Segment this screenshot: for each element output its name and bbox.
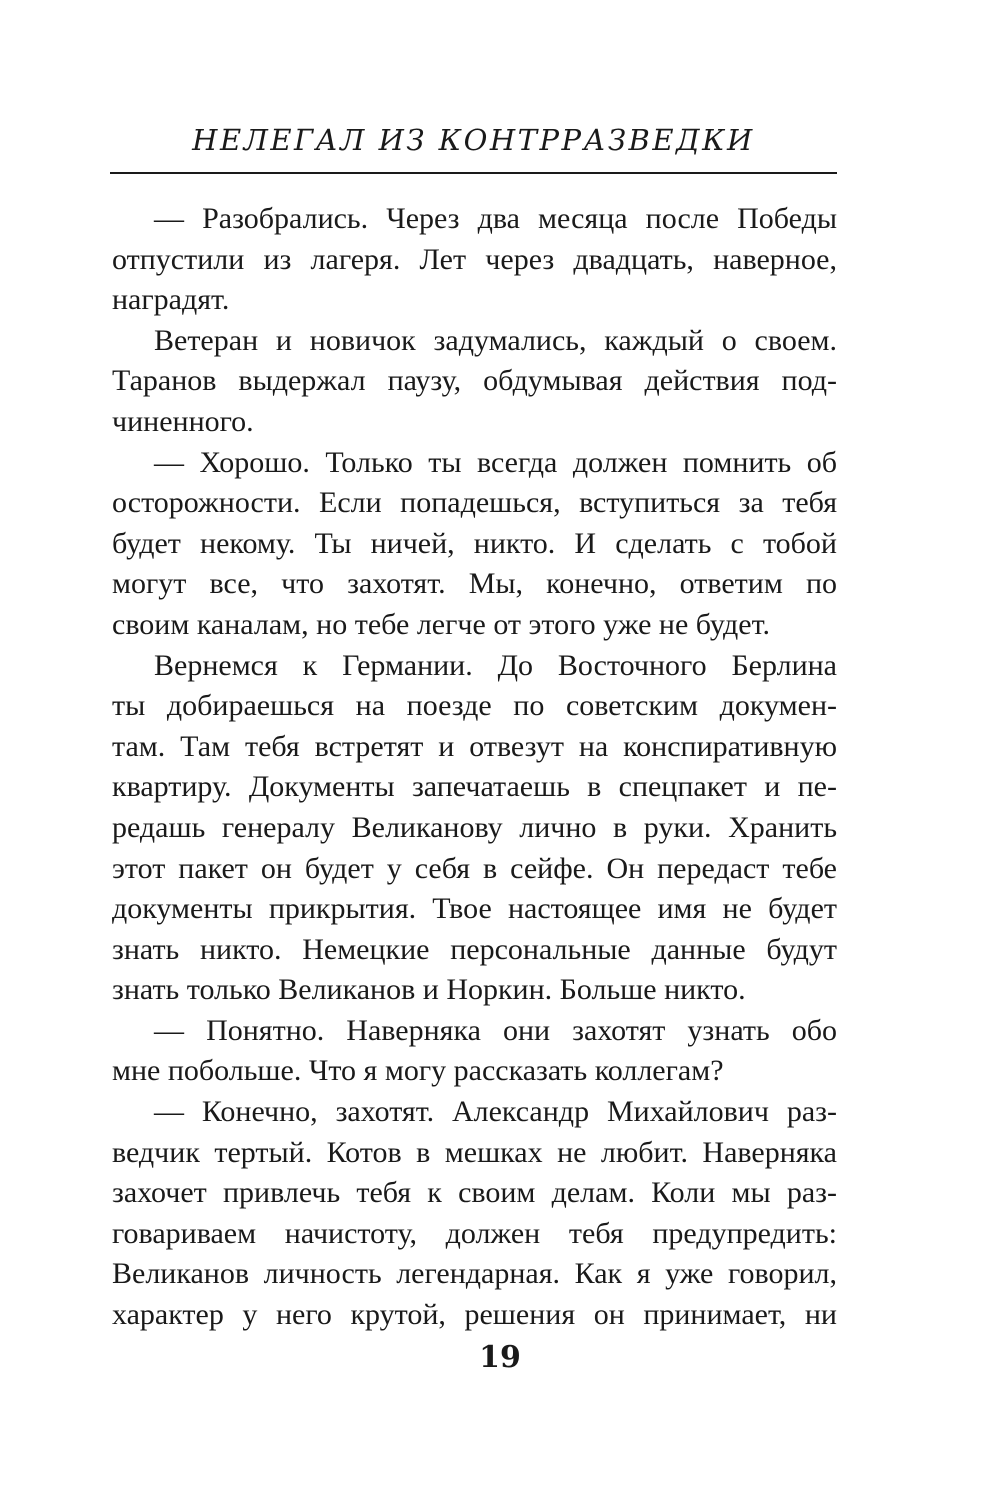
text-line: мне побольше. Что я могу рассказать коллегам? (112, 1054, 724, 1088)
text-line: говариваем начистоту, должен тебя предупредить: (112, 1216, 837, 1250)
running-header-title: НЕЛЕГАЛ ИЗ КОНТРРАЗВЕДКИ (192, 123, 755, 157)
text-line: — Хорошо. Только ты всегда должен помнить об (154, 445, 837, 479)
text-line: Таранов выдержал паузу, обдумывая действия под- (112, 364, 837, 398)
text-line: — Разобрались. Через два месяца после Победы (154, 202, 837, 235)
text-line: захочет привлечь тебя к своим делам. Коли мы раз- (112, 1176, 837, 1210)
text-line: ты добираешься на поезде по советским докумен- (112, 689, 837, 723)
text-line: чиненного. (112, 404, 254, 438)
text-line: там. Там тебя встретят и отвезут на конспиративную (112, 729, 837, 763)
text-line: своим каналам, но тебе легче от этого уже не будет. (112, 607, 770, 641)
text-line: характер у него крутой, решения он принимает, ни (112, 1298, 837, 1332)
page-body-text (112, 199, 837, 1336)
text-line: наградят. (112, 283, 230, 317)
text-line: знать никто. Немецкие персональные данные будут (112, 932, 837, 966)
text-line: Ветеран и новичок задумались, каждый о своем. (154, 323, 837, 357)
text-line: Вернемся к Германии. До Восточного Берлина (154, 648, 837, 682)
page-number: 19 (479, 1340, 521, 1375)
text-line: Великанов личность легендарная. Как я уже говорил, (112, 1257, 837, 1291)
header-divider (110, 172, 837, 174)
text-line: могут все, что захотят. Мы, конечно, ответим по (112, 567, 837, 601)
text-line: редашь генералу Великанову лично в руки. Хранить (112, 810, 837, 844)
text-line: отпустили из лагеря. Лет через двадцать, наверное, (112, 242, 837, 276)
text-line: осторожности. Если попадешься, вступиться за тебя (112, 486, 837, 520)
text-line: этот пакет он будет у себя в сейфе. Он передаст тебе (112, 851, 837, 885)
text-line: квартиру. Документы запечатаешь в спецпакет и пе- (112, 770, 837, 804)
text-line: — Понятно. Наверняка они захотят узнать обо (154, 1013, 837, 1047)
text-line: документы прикрытия. Твое настоящее имя не будет (112, 892, 837, 926)
text-line: — Конечно, захотят. Александр Михайлович раз- (154, 1095, 837, 1129)
text-line: будет некому. Ты ничей, никто. И сделать с тобой (112, 526, 837, 560)
text-line: ведчик тертый. Котов в мешках не любит. Наверняка (112, 1135, 837, 1169)
text-line: знать только Великанов и Норкин. Больше никто. (112, 973, 746, 1007)
